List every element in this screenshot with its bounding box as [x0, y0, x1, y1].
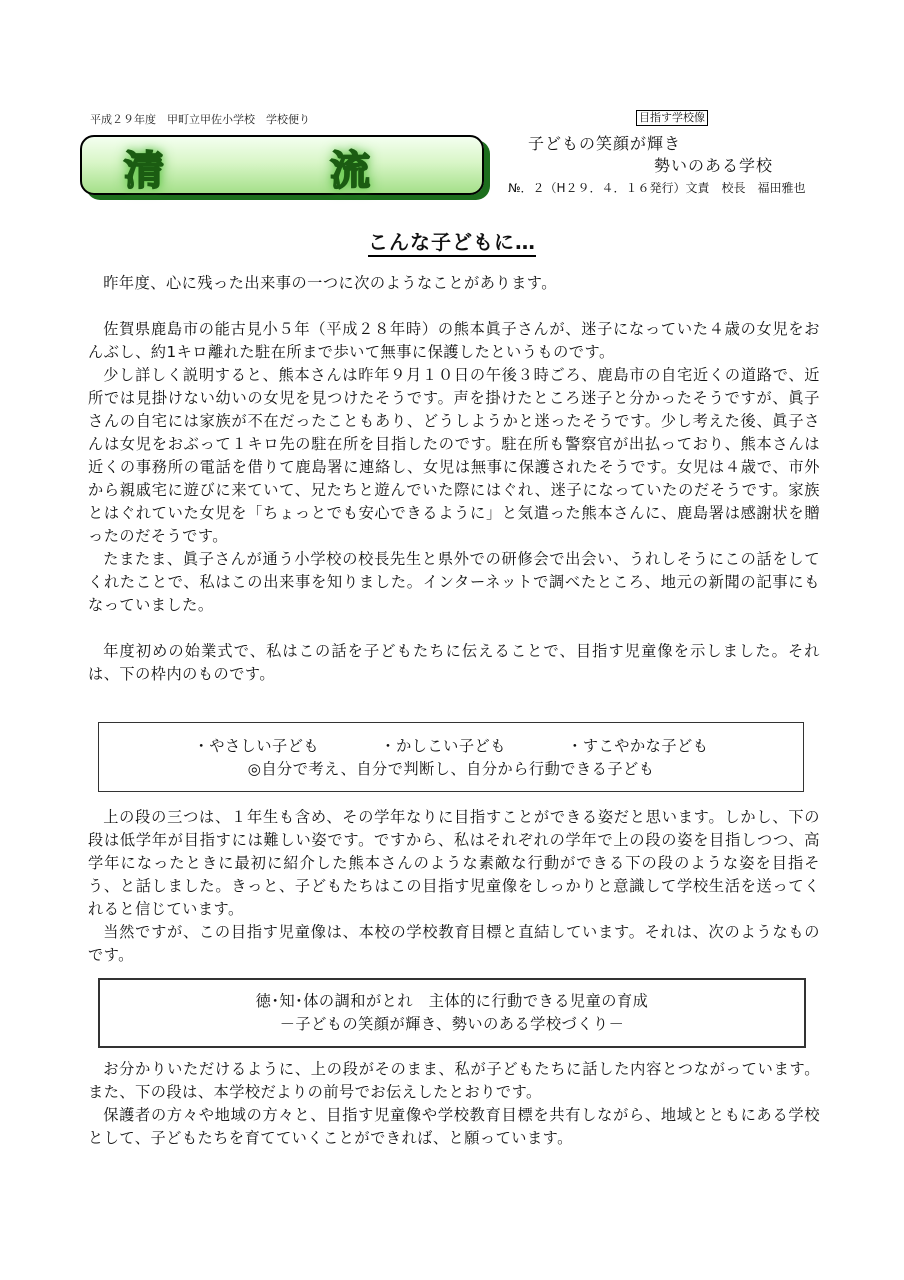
school-goal-line-2: －子どもの笑顔が輝き、勢いのある学校づくり－	[279, 1015, 625, 1033]
issue-info: №．２（H２９．４．１６発行）文責 校長 福田雅也	[508, 181, 806, 195]
title-character-2: 流	[330, 147, 370, 194]
school-motto-line-2: 勢いのある学校	[654, 156, 774, 175]
article-body-part-3	[88, 1058, 820, 1150]
paragraph-7: お分かりいただけるように、上の段がそのまま、私が子どもたちに話した内容とつながっています。また、下の段は、本学校だよりの前号でお伝えしたとおりです。	[88, 1060, 820, 1101]
target-item-independent: ◎自分で考え、自分で判断し、自分から行動できる子ども	[247, 760, 655, 778]
article-heading	[0, 226, 904, 255]
article-heading-text: こんな子どもに…	[368, 230, 536, 257]
school-goal-line-1: 徳･知･体の調和がとれ 主体的に行動できる児童の育成	[255, 992, 649, 1010]
title-character-1: 清	[124, 147, 164, 194]
target-child-image-box	[98, 722, 804, 792]
article-body-part-2	[88, 806, 820, 967]
paragraph-3: たまたま、眞子さんが通う小学校の校長先生と県外での研修会で出会い、うれしそうにこの話をしてくれたことで、私はこの出来事を知りました。インターネットで調べたところ、地元の新聞の記事にもなっていました。	[88, 550, 820, 614]
paragraph-4: 年度初めの始業式で、私はこの話を子どもたちに伝えることで、目指す児童像を示しました。それは、下の枠内のものです。	[88, 642, 820, 683]
newsletter-info: 平成２９年度 甲町立甲佐小学校 学校便り	[90, 113, 310, 126]
paragraph-6: 当然ですが、この目指す児童像は、本校の学校教育目標と直結しています。それは、次のようなものです。	[88, 923, 820, 964]
target-item-healthy: ・すこやかな子ども	[567, 737, 709, 755]
paragraph-5: 上の段の三つは、１年生も含め、その学年なりに目指すことができる姿だと思います。しかし、下の段は低学年が目指すには難しい姿です。ですから、私はそれぞれの学年で上の段の姿を目指しつつ、高学年になったときに最初に紹介した熊本さんのような素敵な行動ができる下の段のような姿を目指そう、と話しました。きっと、子どもたちはこの目指す児童像をしっかりと意識して学校生活を送ってくれると信じています。	[88, 808, 820, 918]
target-item-wise: ・かしこい子ども	[380, 737, 506, 755]
paragraph-1: 佐賀県鹿島市の能古見小５年（平成２８年時）の熊本眞子さんが、迷子になっていた４歳の女児をおんぶし、約1キロ離れた駐在所まで歩いて無事に保護したというものです。	[88, 320, 820, 361]
newsletter-title-banner	[80, 135, 484, 195]
article-body-part-1	[88, 272, 820, 686]
school-motto-label: 目指す学校像	[636, 110, 708, 126]
school-motto-line-1: 子どもの笑顔が輝き	[528, 134, 682, 153]
paragraph-8: 保護者の方々や地域の方々と、目指す児童像や学校教育目標を共有しながら、地域とともにある学校として、子どもたちを育てていくことができれば、と願っています。	[88, 1106, 820, 1147]
school-goal-box	[98, 978, 806, 1048]
target-item-kind: ・やさしい子ども	[193, 737, 320, 755]
paragraph-intro: 昨年度、心に残った出来事の一つに次のようなことがあります。	[103, 274, 557, 292]
paragraph-2: 少し詳しく説明すると、熊本さんは昨年９月１０日の午後３時ごろ、鹿島市の自宅近くの道路で、近所では見掛けない幼いの女児を見つけたそうです。声を掛けたところ迷子と分かったそうですが、眞子さんの自宅には家族が不在だったこともあり、どうしようかと迷ったそうです。少し考えた後、眞子さんは女児をおぶって１キロ先の駐在所を目指したのです。駐在所も警察官が出払っており、熊本さんは近くの事務所の電話を借りて鹿島署に連絡し、女児は無事に保護されたそうです。女児は４歳で、市外から親戚宅に遊びに来ていて、兄たちと遊んでいた際にはぐれ、迷子になっていたのだそうです。家族とはぐれていた女児を「ちょっとでも安心できるように」と気遣った熊本さんに、鹿島署は感謝状を贈ったのだそうです。	[88, 366, 820, 545]
